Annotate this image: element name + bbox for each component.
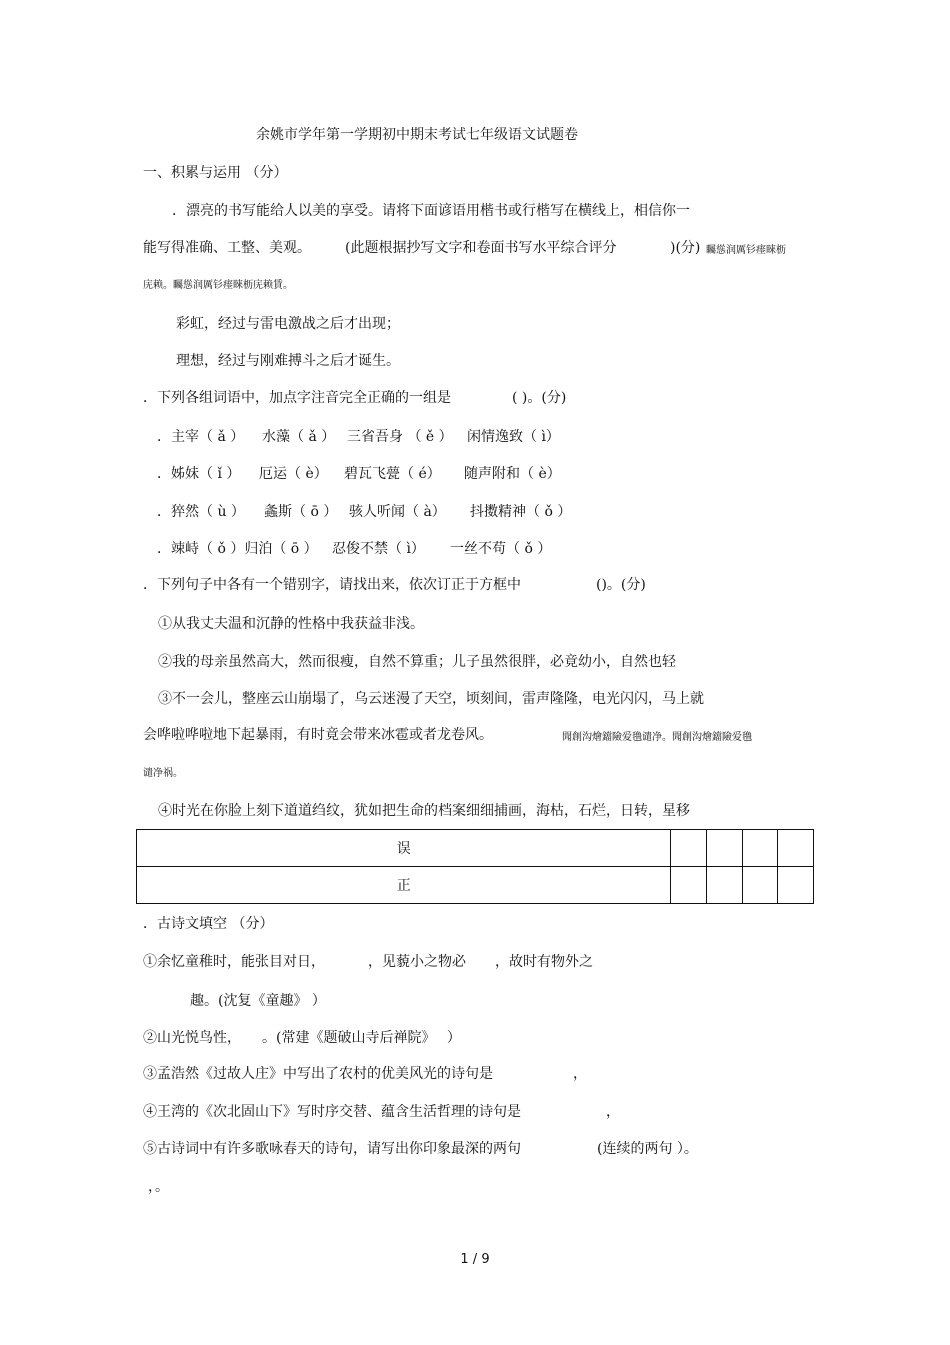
q2-option: 抖擞精神（ ǒ ） xyxy=(470,504,572,520)
q4-stem: ．古诗文填空 （分） xyxy=(143,916,274,932)
q2-option: 三省吾身 （ ě ） xyxy=(347,429,453,445)
answer-cell[interactable] xyxy=(707,830,743,867)
garbled-text: 聞創沟燴鐺險爱氇谴净。聞創沟燴鐺險爱氇 xyxy=(562,732,752,743)
poem-line: ⑤古诗词中有许多歌咏春天的诗句，请写出你印象最深的两句 xyxy=(143,1141,521,1157)
proverb-line: 理想，经过与刚难搏斗之后才诞生。 xyxy=(176,353,400,369)
answer-cell[interactable] xyxy=(671,830,707,867)
section-heading: 一、积累与运用 （分） xyxy=(143,165,288,181)
answer-cell[interactable] xyxy=(742,830,778,867)
page-title: 余姚市学年第一学期初中期末考试七年级语文试题卷 xyxy=(256,127,578,143)
q1-line1: ．漂亮的书写能给人以美的享受。请将下面谚语用楷书或行楷写在横线上，相信你一 xyxy=(172,203,690,219)
poem-line: ，。 xyxy=(148,1179,169,1195)
q2-option: ．姊妹（ ǐ ） xyxy=(157,466,241,482)
answer-cell[interactable] xyxy=(778,867,814,904)
poem-line: ，见藐小之物必 xyxy=(368,954,466,970)
q2-option: 水藻（ ǎ ） xyxy=(262,429,336,445)
q2-option: ．主宰（ ǎ ） xyxy=(157,429,245,445)
q3-sentence: ②我的母亲虽然高大，然而很瘦，自然不算重；儿子虽然很胖，必竟幼小，自然也轻 xyxy=(158,654,676,670)
q1-line2c: )(分) xyxy=(670,240,701,256)
q3-paren: ()。(分) xyxy=(596,577,646,593)
answer-cell[interactable] xyxy=(671,867,707,904)
answer-cell[interactable] xyxy=(778,830,814,867)
q2-paren: ( )。(分) xyxy=(512,390,567,406)
q1-line2b: (此题根据抄写文字和卷面书写水平综合评分 xyxy=(345,240,617,256)
row-label-wrong: 误 xyxy=(137,830,671,867)
q2-option: 闲情逸致（ ì） xyxy=(467,429,560,445)
poem-line: (连续的两句 ）。 xyxy=(597,1141,698,1157)
q3-stem: ．下列句子中各有一个错别字，请找出来，依次订正于方框中 xyxy=(143,577,521,593)
poem-line: ②山光悦鸟性， 。(常建《题破山寺后禅院》 ） xyxy=(143,1030,461,1046)
q3-sentence: ③不一会儿，整座云山崩塌了，乌云迷漫了天空，顷刻间，雷声隆隆，电光闪闪，马上就 xyxy=(158,691,704,707)
q2-option: 忍俊不禁（ ì） xyxy=(332,541,425,557)
q2-stem: ．下列各组词语中，加点字注音完全正确的一组是 xyxy=(143,390,451,406)
garbled-text: 矚慫润厲钐瘗睞枥 xyxy=(706,245,786,256)
garbled-text: 庑赖。矚慫润厲钐瘗睞枥庑赖賃。 xyxy=(143,280,293,291)
page-number: 1 / 9 xyxy=(460,1252,490,1267)
q3-sentence: ④时光在你脸上刻下道道绉纹，犹如把生命的档案细细捕画，海枯，石烂，日转，星移 xyxy=(158,803,690,819)
proverb-line: 彩虹，经过与雷电激战之后才出现； xyxy=(176,316,400,332)
q2-option: 碧瓦飞甍（ é） xyxy=(344,466,441,482)
garbled-text: 谴净祸。 xyxy=(143,768,183,779)
table-row xyxy=(137,830,814,867)
poem-line: ④王湾的《次北固山下》写时序交替、蕴含生活哲理的诗句是 xyxy=(143,1104,521,1120)
q3-sentence: ①从我丈夫温和沉静的性格中我获益非浅。 xyxy=(158,616,424,632)
row-label-correct: 正 xyxy=(137,867,671,904)
answer-cell[interactable] xyxy=(707,867,743,904)
q2-option: 厄运（ è） xyxy=(259,466,328,482)
poem-line: ，故时有物外之 xyxy=(495,954,593,970)
poem-line: 趣。(沈复《童趣》 ） xyxy=(190,993,326,1009)
answer-cell[interactable] xyxy=(742,867,778,904)
correction-table xyxy=(136,829,814,904)
q3-sentence: 会哗啦哗啦地下起暴雨，有时竟会带来冰雹或者龙卷风。 xyxy=(143,727,493,743)
table-row xyxy=(137,867,814,904)
poem-line: ， xyxy=(606,1104,620,1120)
q2-option: ．猝然（ ù ） xyxy=(157,504,245,520)
poem-line: ③孟浩然《过故人庄》中写出了农村的优美风光的诗句是 xyxy=(143,1066,493,1082)
q2-option: 随声附和（ è） xyxy=(464,466,561,482)
q2-option: 一丝不苟（ ǒ ） xyxy=(450,541,552,557)
q1-line2a: 能写得准确、工整、美观。 xyxy=(143,240,311,256)
q2-option: 骇人听闻（ à） xyxy=(349,504,446,520)
poem-line: ①余忆童稚时，能张目对日， xyxy=(143,954,325,970)
q2-option: 螽斯（ ō ） xyxy=(264,504,338,520)
poem-line: ， xyxy=(573,1066,587,1082)
q2-option: ．竦峙（ ǒ ）归泊（ ō ） xyxy=(157,541,318,557)
